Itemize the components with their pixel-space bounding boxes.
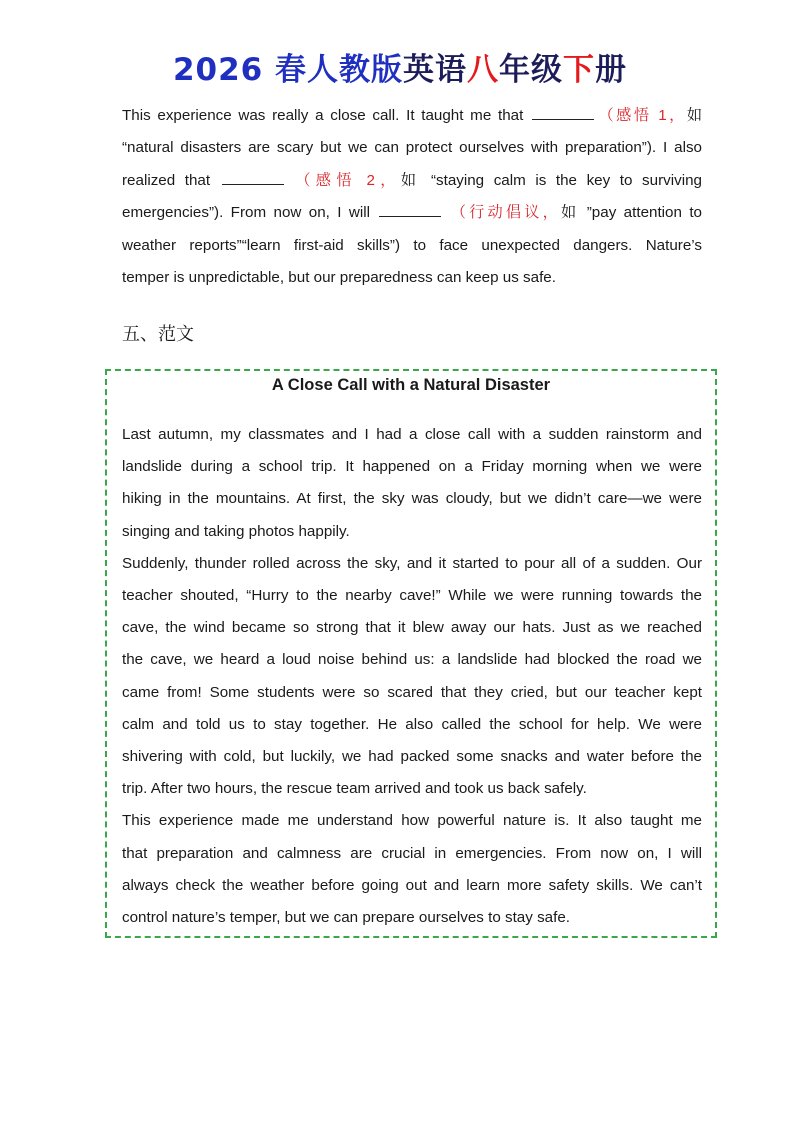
intro-line-5: weather reports”“learn first-aid skills”) to face unexpected dangers. Nature’s: [122, 236, 702, 254]
answer-blank-1: [532, 105, 594, 120]
essay-line: singing and taking photos happily.: [122, 522, 350, 540]
essay-line: shivering with cold, but luckily, we had packed some snacks and water before the: [122, 748, 702, 766]
hint-1: （感悟 1，: [596, 107, 687, 124]
essay-line: the cave, we heard a loud noise behind us: a landslide had blocked the road we: [122, 651, 702, 669]
essay-line: trip. After two hours, the rescue team arrived and took us back safely.: [122, 780, 587, 798]
intro-line-4: emergencies”). From now on, I will （行动倡议，如 ”pay attention to: [122, 204, 703, 222]
intro-line-3: realized that （感悟 2，如 “staying calm is the key to surviving: [122, 171, 702, 189]
page-title: [0, 44, 800, 89]
essay-line: control nature’s temper, but we can prepare ourselves to stay safe.: [122, 909, 570, 927]
essay-line: came from! Some students were so scared that they cried, but our teacher kept: [122, 683, 702, 701]
intro-paragraph: [122, 100, 702, 294]
title-grade: 年级: [499, 52, 564, 88]
title-year-edition: 2026 春人教版: [172, 52, 404, 88]
intro-line-1: This experience was really a close call. It taught me that （感悟 1，如: [122, 107, 702, 124]
essay-line: This experience made me understand how powerful nature is. It also taught me: [122, 812, 702, 830]
essay-line: that preparation and calmness are crucial in emergencies. From now on, I will: [122, 844, 702, 862]
title-book: 册: [595, 52, 628, 88]
answer-blank-2: [222, 170, 284, 185]
essay-line: calm and told us to stay together. He also called the school for help. We were: [122, 715, 702, 733]
title-grade-number: 八: [467, 52, 500, 88]
essay-line: cave, the wind became so strong that it blew away our hats. Just as we reached: [122, 619, 702, 637]
essay-line: teacher shouted, “Hurry to the nearby cave!” While we were running towards the: [122, 587, 702, 605]
essay-body: [122, 419, 702, 934]
hint-3: （行动倡议，: [450, 204, 561, 222]
intro-line-2: “natural disasters are scary but we can protect ourselves with preparation”). I also: [122, 139, 702, 157]
title-subject: 英语: [403, 52, 468, 88]
essay-line: always check the weather before going out and learn more safety skills. We can’t: [122, 876, 702, 894]
hint-2: （感悟 2，: [295, 171, 401, 189]
intro-line-6: temper is unpredictable, but our preparedness can keep us safe.: [122, 269, 556, 287]
essay-line: Last autumn, my classmates and I had a close call with a sudden rainstorm and: [122, 426, 702, 443]
essay-title: A Close Call with a Natural Disaster: [271, 376, 551, 394]
essay-line: hiking in the mountains. At first, the sky was cloudy, but we didn’t care—we were: [122, 490, 702, 508]
essay-line: landslide during a school trip. It happened on a Friday morning when we were: [122, 458, 702, 476]
title-volume: 下: [563, 52, 596, 88]
essay-line: Suddenly, thunder rolled across the sky, and it started to pour all of a sudden. Our: [122, 554, 702, 572]
section-heading: 五、范文: [122, 324, 194, 345]
answer-blank-3: [379, 202, 441, 217]
